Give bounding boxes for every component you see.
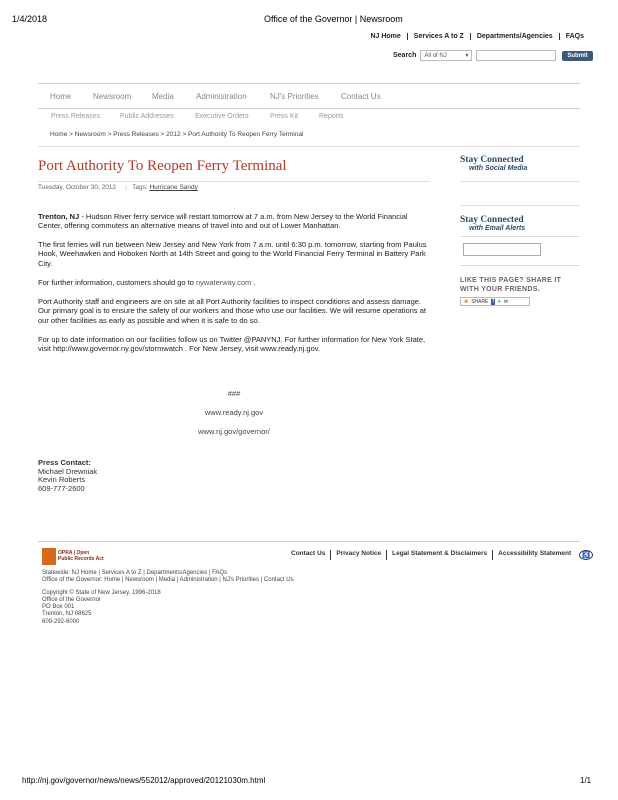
subnav-press-releases[interactable]: Press Releases [51,113,101,120]
paragraph-3: For further information, customers should go to nywaterway.com . [38,278,256,287]
page-title: Port Authority To Reopen Ferry Terminal [38,158,287,174]
nav-newsroom[interactable]: Newsroom [93,92,132,101]
util-faqs[interactable]: FAQs [559,33,590,40]
nav-home[interactable]: Home [50,92,72,101]
print-title: Office of the Governor | Newsroom [264,14,403,24]
footer-copyright: Copyright © State of New Jersey, 1996-2018 [42,590,161,596]
footer-divider [38,541,580,542]
util-departments[interactable]: Departments/Agencies [470,33,559,40]
breadcrumb[interactable]: Home > Newsroom > Press Releases > 2012 > Port Authority To Reopen Ferry Terminal [50,131,304,138]
subnav-reports[interactable]: Reports [319,113,344,120]
footer-privacy[interactable]: Privacy Notice [330,550,386,560]
divider [38,146,580,147]
footer-contact-us[interactable]: Contact Us [291,550,326,557]
divider [38,181,430,182]
search-input[interactable] [476,50,556,61]
opra-logo[interactable]: OPRA | Open Public Records Act [42,548,86,565]
paragraph-1: Trenton, NJ - Hudson River ferry service will restart tomorrow at 7 a.m. from New Jersey to the World Financial Center, offering commuters an alternative means of travel into and out of Lower Manhattan. [38,212,408,231]
press-contact-label: Press Contact: [38,458,91,467]
utility-nav [364,33,590,40]
nav-nj-priorities[interactable]: NJ's Priorities [270,92,319,101]
search-label: Search [393,52,417,59]
divider [460,265,580,266]
tags-label: Tags: [132,184,148,191]
nav-media[interactable]: Media [152,92,174,101]
divider [460,236,580,237]
chevron-down-icon: ▾ [465,53,469,59]
ready-nj-link[interactable]: www.ready.nj.gov [204,408,264,417]
nywaterway-link[interactable]: nywaterway.com [196,278,252,287]
stay-connected-email[interactable]: Stay Connected with Email Alerts [460,215,526,232]
article-date: Tuesday, October 30, 2012 [38,184,117,191]
governor-link[interactable]: www.nj.gov/governor/ [198,427,270,436]
footer-office[interactable]: Office of the Governor: Home | Newsroom | Media | Administration | NJ's Priorities | Contact Us [42,577,294,583]
twitter-icon: ♥ [497,298,501,305]
footer-accessibility[interactable]: Accessibility Statement [492,550,576,560]
nav-contact-us[interactable]: Contact Us [341,92,381,101]
email-input[interactable] [463,243,541,256]
tag-link[interactable]: Hurricane Sandy [149,184,198,191]
subnav-executive-orders[interactable]: Executive Orders [195,113,249,120]
search-submit-button[interactable]: Submit [562,51,592,61]
print-date: 1/4/2018 [12,14,48,24]
util-services[interactable]: Services A to Z [407,33,470,40]
footer-address: Office of the Governor PO Box 001 Trenton, NJ 08625 609-292-6000 [42,597,101,625]
subnav-public-addresses[interactable]: Public Addresses [120,113,174,120]
util-nj-home[interactable]: NJ Home [370,33,401,40]
stay-connected-social[interactable]: Stay Connected with Social Media [460,155,528,172]
search-bar [393,50,593,61]
share-icon: ✚ [464,298,469,305]
paragraph-5: For up to date information on our facilities follow us on Twitter @PANYNJ. For further information for New York State, visit http://www.governor.ny.gov/stormwatch . For New Jersey, visit www.ready.nj.gov. [38,335,426,354]
footer-legal[interactable]: Legal Statement & Disclaimers [386,550,492,560]
footer-links [286,550,593,560]
dateline: Trenton, NJ [38,212,80,221]
accessibility-icon[interactable]: ♿ [579,550,593,560]
paragraph-4: Port Authority staff and engineers are on site at all Port Authority facilities to inspect conditions and assess damage. Our primary goal is to ensure the safety of our workers and those who use our facilities. We will resume operations at our other facilities as early as possible and when it is safe to do so. [38,297,426,325]
nav-administration[interactable]: Administration [196,92,247,101]
facebook-icon: f [492,298,494,305]
end-mark: ### [227,389,241,398]
divider [460,181,580,182]
search-scope-select[interactable]: All of NJ ▾ [420,50,472,61]
print-url: http://nj.gov/governor/news/news/552012/approved/20121030m.html [22,776,266,785]
opra-icon [42,548,56,565]
print-page: 1/1 [580,776,592,785]
main-nav [38,83,580,109]
footer-statewide[interactable]: Statewide: NJ Home | Services A to Z | Departments/Agencies | FAQs [42,570,228,576]
subnav-press-kit[interactable]: Press Kit [270,113,299,120]
like-share-text: LIKE THIS PAGE? SHARE IT WITH YOUR FRIENDS. [460,277,562,293]
divider [460,205,580,206]
share-button[interactable]: ✚ SHARE f ♥ ✉ [460,297,530,306]
article-meta: Tuesday, October 30, 2012 | Tags: Hurricane Sandy [38,184,198,191]
press-contact: Press Contact: Michael Drewniak Kevin Roberts 609-777-2600 [38,458,98,493]
email-icon: ✉ [503,298,508,305]
paragraph-2: The first ferries will run between New Jersey and New York from 7 a.m. until 6:30 p.m. tomorrow, starting from Paulus Hook, Weehawken and Hoboken North at 14th Street and going to the World Financial Ferry Terminal in Battery Park City. [38,240,427,268]
